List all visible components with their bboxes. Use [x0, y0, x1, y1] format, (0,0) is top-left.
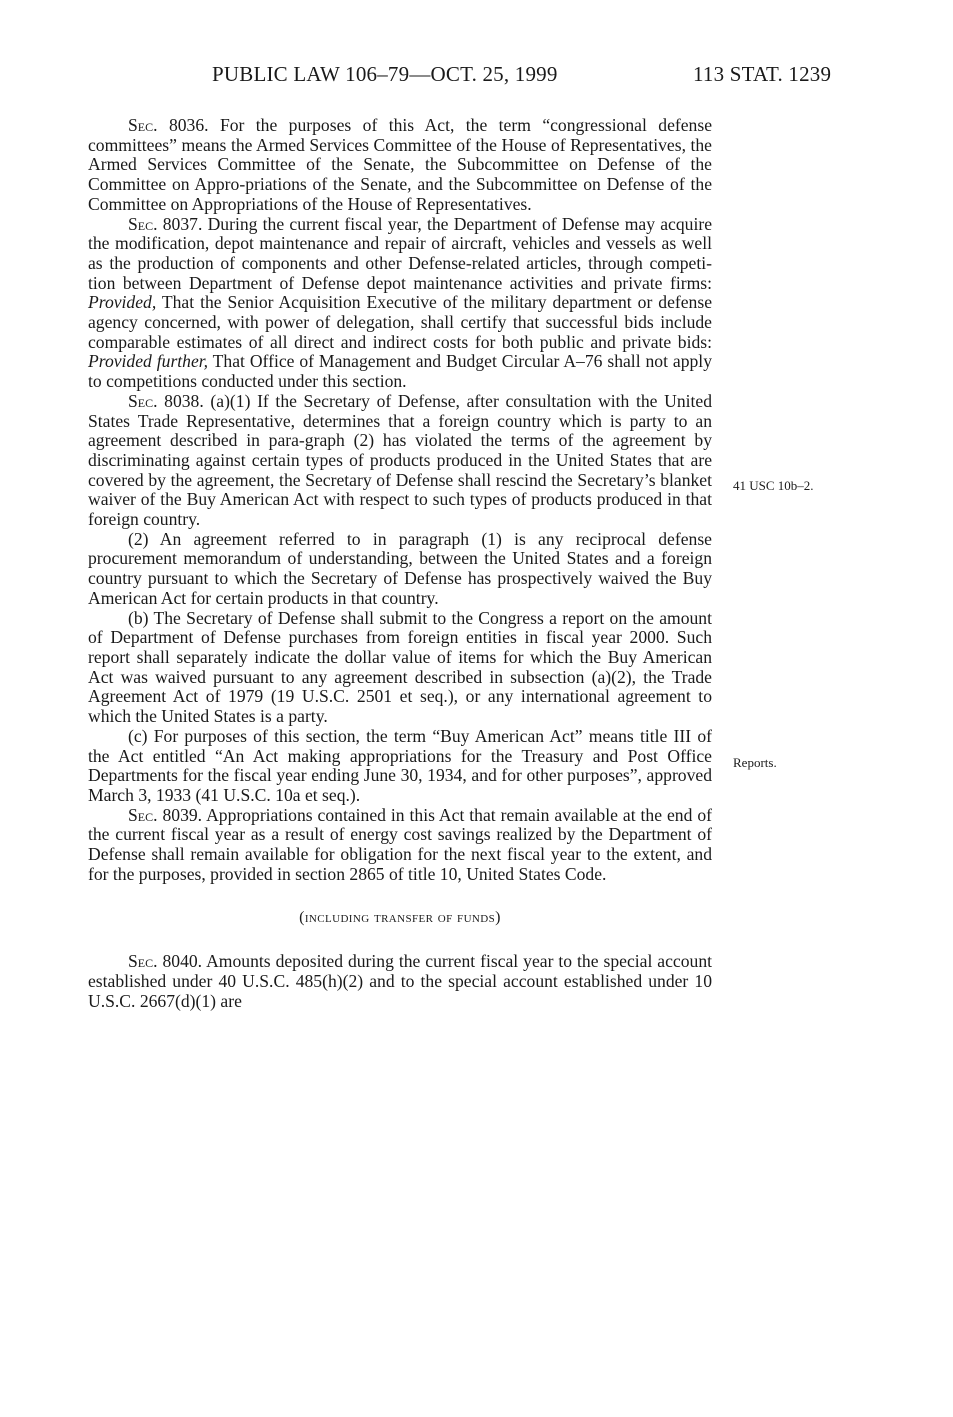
proviso: Provided further,: [88, 351, 209, 372]
section-label: Sec.: [128, 390, 158, 411]
running-head: PUBLIC LAW 106–79—OCT. 25, 1999: [212, 62, 558, 86]
section-text: (a)(1) If the Secretary of Defense, after consultation with the United States Trade Representative, determines that a foreign country which is party to an agreement described in para-graph (2) has violated the terms of the agreement by discriminating against certain types of products produced in the United States that are covered by the agreement, the Secretary of Defense shall rescind the Secretary’s blanket waiver of the Buy American Act with respect to such types of products produced in that foreign country.: [88, 390, 713, 530]
proviso: Provided,: [88, 292, 157, 313]
section-text: Amounts deposited during the current fiscal year to the special account established under 40 U.S.C. 485(h)(2) and to the special account established under 10 U.S.C. 2667(d)(1) are: [88, 951, 713, 1011]
statute-citation: 113 STAT. 1239: [693, 62, 832, 86]
section-text: For the purposes of this Act, the term “congressional defense committees” means the Armed Services Committee of the House of Representatives, the Armed Services Committee of the Senate, the Subcommittee on Defense of the Committee on Appro-priations of the Senate, and the Subcommittee on Defense of the Committee on Appropriations of the House of Representatives.: [88, 115, 712, 214]
section-8039: [88, 806, 712, 885]
section-number: 8039.: [157, 804, 203, 825]
section-8040: [88, 952, 712, 1011]
section-text: Appropriations contained in this Act that remain available at the end of the current fiscal year as a result of energy cost savings realized by the Department of Defense shall remain available for obligation for the next fiscal year to the extent, and for the purposes, provided in section 2865 of title 10, United States Code.: [88, 804, 713, 884]
section-number: 8038.: [157, 390, 204, 411]
section-number: 8036.: [157, 115, 209, 135]
section-label: Sec.: [128, 804, 158, 825]
section-8038-a1: [88, 392, 712, 530]
section-text: That the Senior Acquisition Executive of the military department or defense agency concerned, with power of delegation, shall certify that successful bids include comparable estimates of all direct and indirect costs for both public and private bids:: [88, 292, 712, 352]
document-body: [88, 116, 712, 1011]
section-8036: [88, 116, 712, 215]
section-label: Sec.: [128, 951, 158, 972]
section-label: Sec.: [128, 115, 158, 135]
transfer-of-funds-heading: (including transfer of funds): [299, 909, 501, 927]
page-header: [0, 62, 953, 92]
section-text: That Office of Management and Budget Circular A–76 shall not apply to competitions conducted under this section.: [88, 351, 712, 392]
section-8038-a2: (2) An agreement referred to in paragraph (1) is any reciprocal defense procurement memorandum of understanding, between the United States and a foreign country pursuant to which the Secretary of Defense has prospectively waived the Buy American Act for certain products in that country.: [88, 528, 712, 608]
section-number: 8040.: [157, 951, 203, 972]
section-label: Sec.: [128, 213, 158, 234]
section-text: During the current fiscal year, the Department of Defense may acquire the modification, depot maintenance and repair of aircraft, vehicles and vessels as well as the production of components and other Defense-related articles, through competi-tion between Department of Defense depot maintenance activities and private firms:: [88, 213, 713, 293]
section-8038-b: (b) The Secretary of Defense shall submit to the Congress a report on the amount of Department of Defense purchases from foreign entities in fiscal year 2000. Such report shall separately indicate the dollar value of items for which the Buy American Act was waived pursuant to any agreement described in subsection (a)(2), the Trade Agreement Act of 1979 (19 U.S.C. 2501 et seq.), or any international agreement to which the United States is a party.: [88, 607, 712, 727]
margin-note-reports: Reports.: [733, 755, 777, 770]
margin-note-usc: 41 USC 10b–2.: [733, 478, 814, 493]
section-8038-c: (c) For purposes of this section, the term “Buy American Act” means title III of the Act entitled “An Act making appropriations for the Treasury and Post Office Departments for the fiscal year ending June 30, 1934, and for other purposes”, approved March 3, 1933 (41 U.S.C. 10a et seq.).: [88, 725, 712, 805]
section-8037: [88, 215, 712, 392]
section-number: 8037.: [157, 213, 203, 234]
